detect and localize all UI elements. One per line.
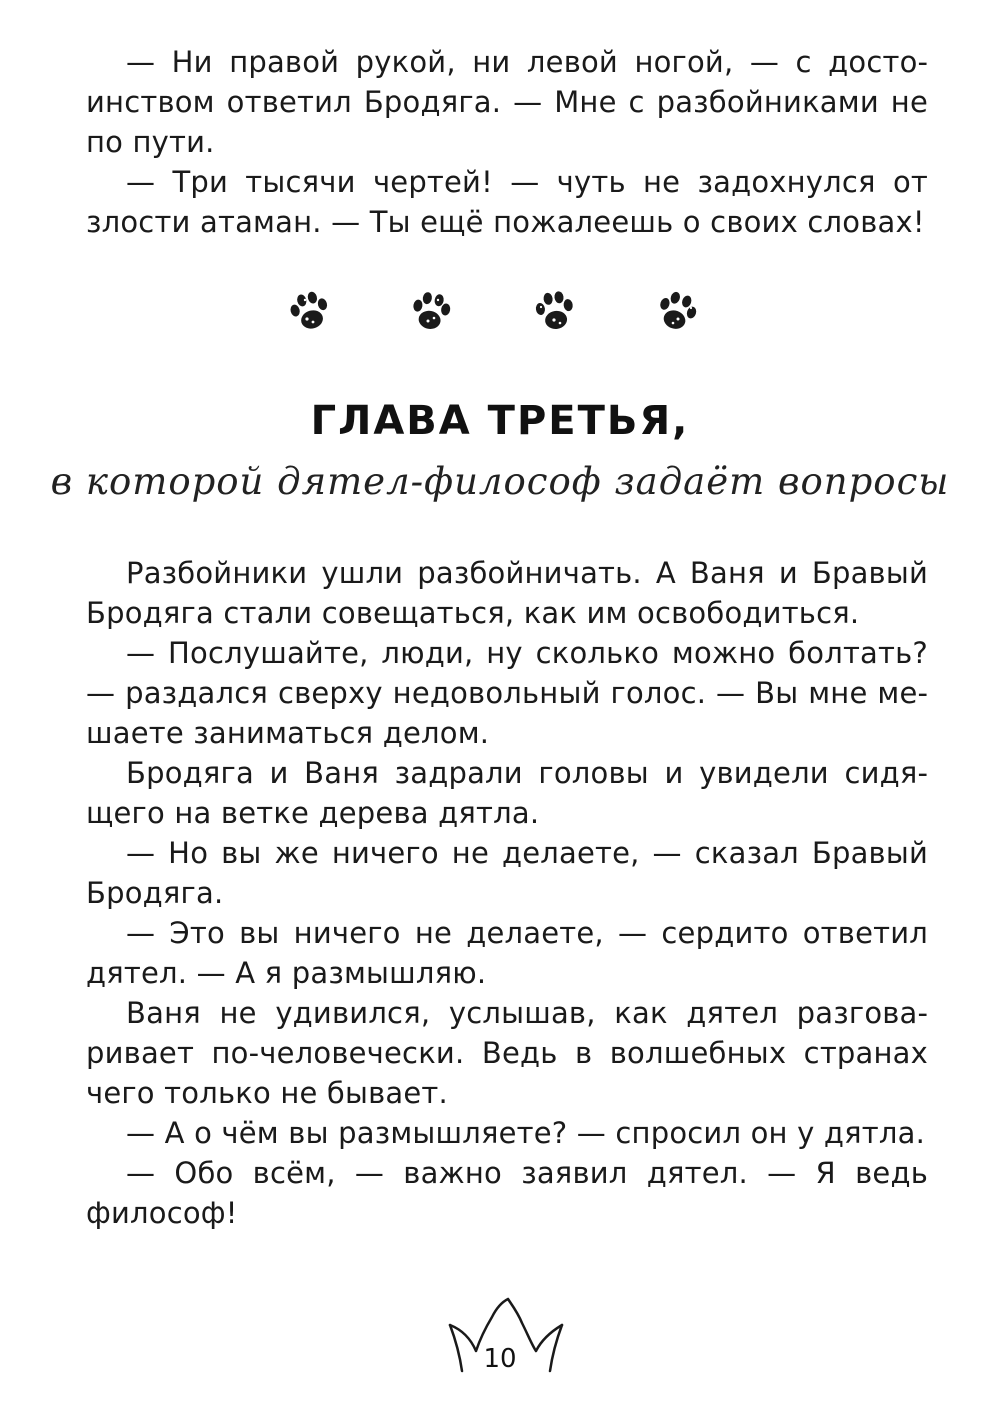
paw-print-icon [532,289,578,335]
paragraph: — А о чём вы размышляете? — спросил он у дятла. [126,1116,926,1150]
paragraph: — Обо всём, — важно заявил дятел. — Я ведь философ! [86,1156,928,1230]
paw-print-icon [408,289,454,335]
paragraph: Ваня не удивился, услышав, как дятел разговаривает по-человечески. Ведь в волшебных странах чего только не бывает. [86,996,928,1110]
paragraph: Бродяга и Ваня задрали головы и увидели сидящего на ветке дерева дятла. [86,756,928,830]
chapter-title: ГЛАВА ТРЕТЬЯ, [310,398,690,444]
paw-divider [0,289,1000,339]
chapter-subtitle: в которой дятел-философ задаёт вопросы [50,460,950,503]
page-number: 10 [483,1344,517,1374]
body-text-block [86,553,928,1233]
paragraph: — Но вы же ничего не делаете, — сказал Бравый Бродяга. [86,836,928,910]
paragraph: Разбойники ушли разбойничать. А Ваня и Бравый Бродяга стали совещаться, как им освободиться. [86,556,928,630]
paragraph: — Это вы ничего не делаете, — сердито ответил дятел. — А я размышляю. [86,916,928,990]
paw-print-icon [286,289,332,335]
paragraph: — Ни правой рукой, ни левой ногой, — с достоинством ответил Бродяга. — Мне с разбойниками не по пути. [86,45,928,159]
paragraph: — Три тысячи чертей! — чуть не задохнулся от злости атаман. — Ты ещё пожалеешь о своих словах! [86,165,928,239]
top-text-block [86,42,928,242]
paw-print-icon [654,289,700,335]
paragraph: — Послушайте, люди, ну сколько можно болтать? — раздался сверху недовольный голос. — Вы мне мешаете заниматься делом. [86,636,928,750]
